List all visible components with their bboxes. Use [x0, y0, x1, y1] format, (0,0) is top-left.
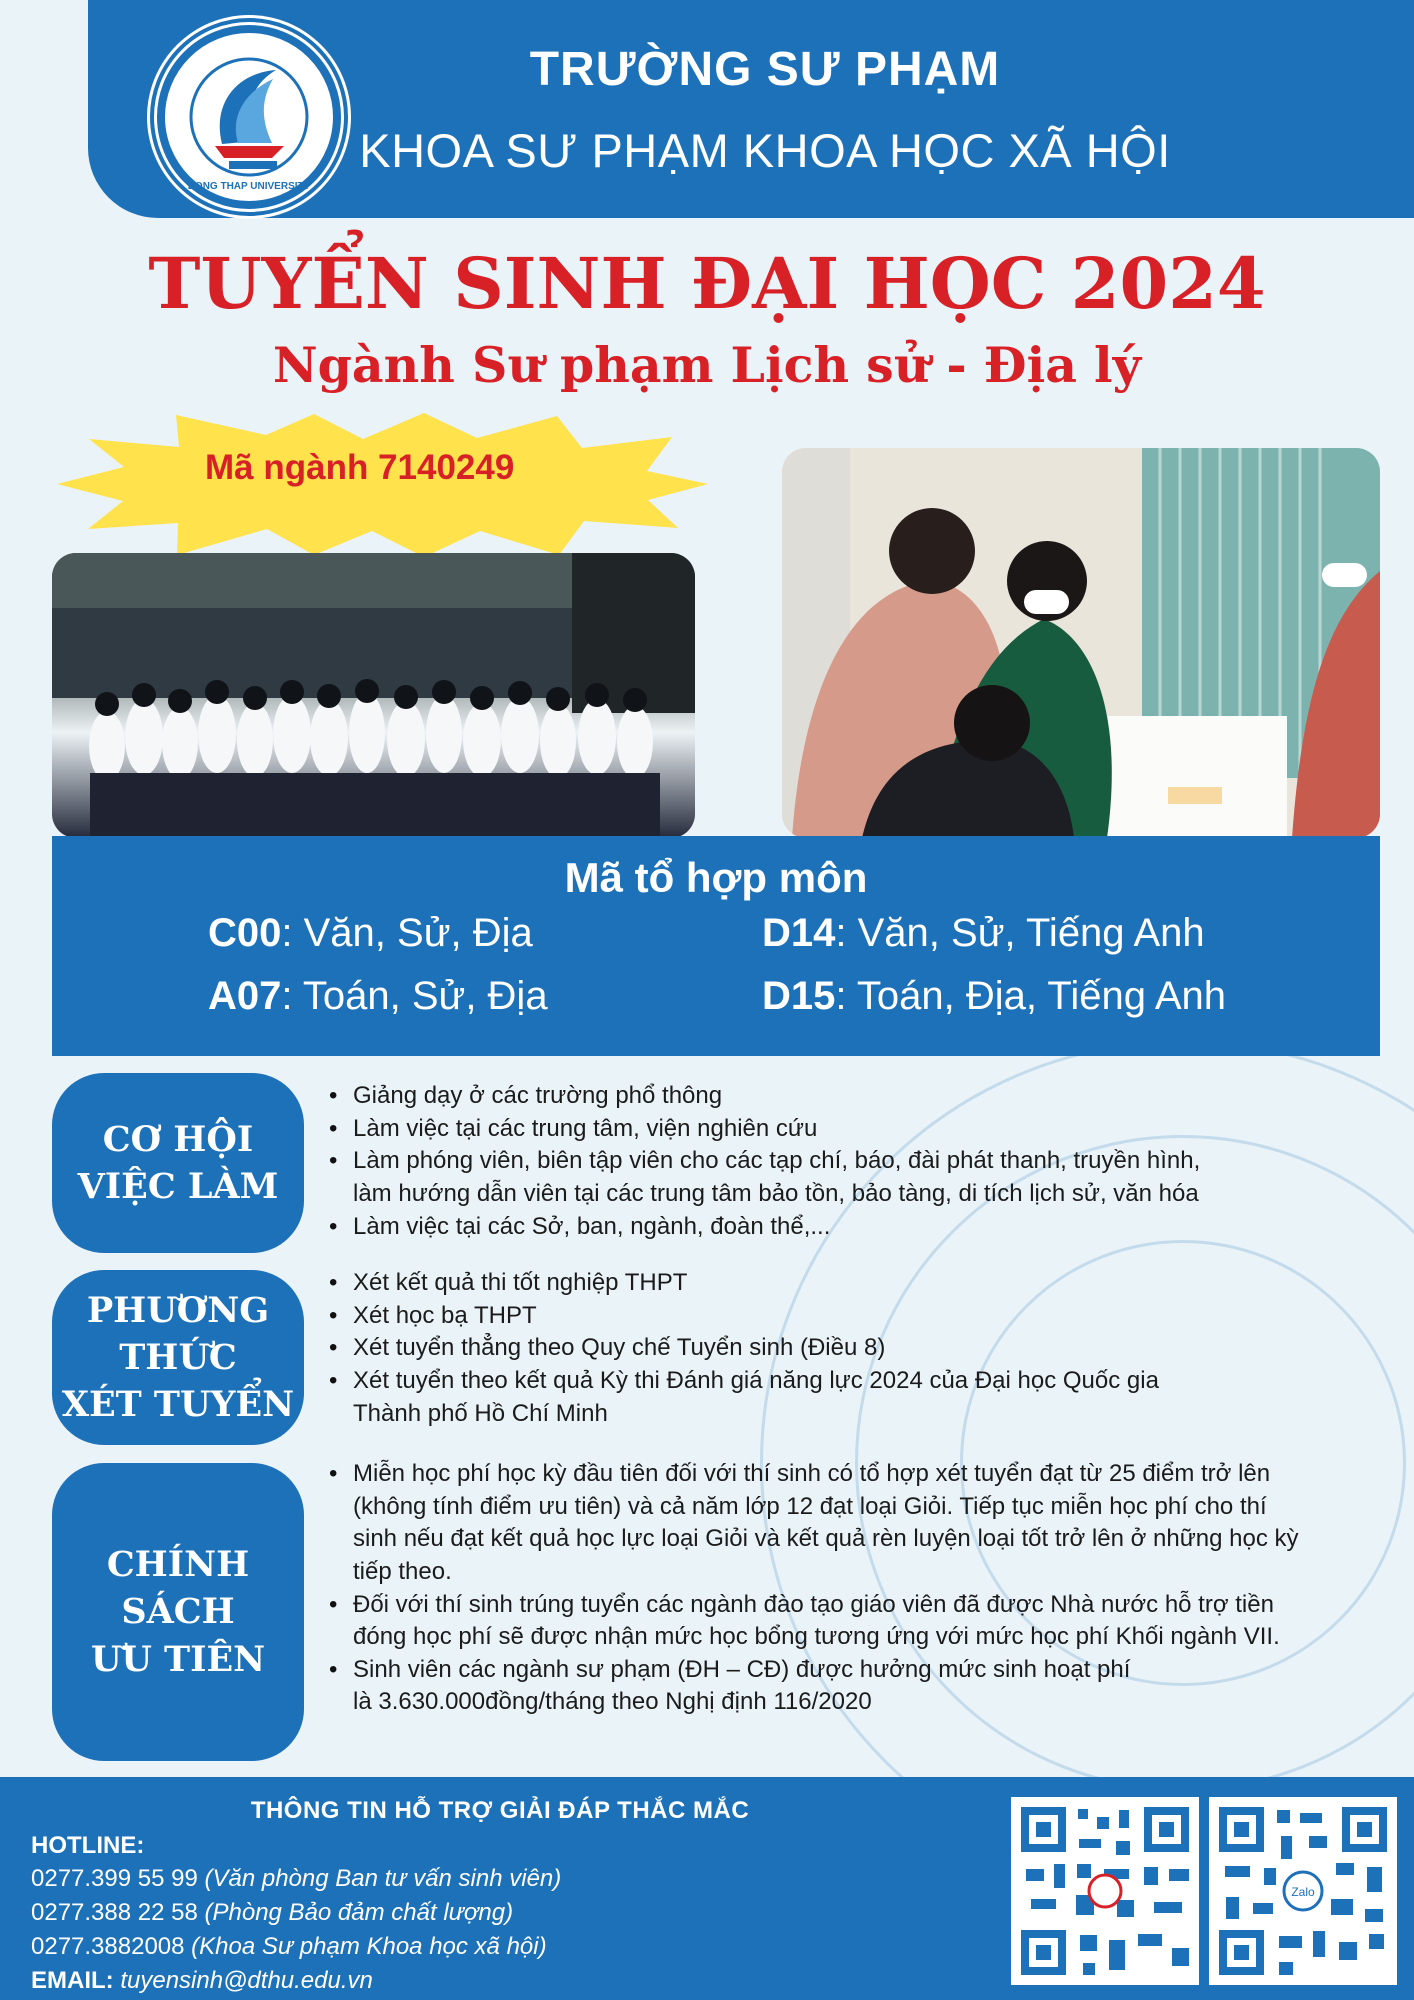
email-line — [31, 1967, 373, 1995]
list-item: • Giảng dạy ở các trường phổ thông — [325, 1080, 1365, 1113]
combo-subjects: : Toán, Địa, Tiếng Anh — [835, 974, 1227, 1018]
list-item: • Xét tuyển thẳng theo Quy chế Tuyển sinh (Điều 8) — [325, 1332, 1365, 1365]
hotline-label: HOTLINE: — [31, 1832, 145, 1859]
school-name: TRƯỜNG SƯ PHẠM — [529, 43, 1001, 96]
combo-subjects: : Văn, Sử, Tiếng Anh — [835, 911, 1205, 955]
list-item-line: tiếp theo. — [353, 1557, 452, 1585]
list-item: • Xét học bạ THPT — [325, 1300, 1365, 1333]
combo-subjects: : Văn, Sử, Địa — [281, 911, 533, 955]
list-item-line: Thành phố Hồ Chí Minh — [353, 1399, 608, 1427]
list-item: • Xét kết quả thi tốt nghiệp THPT — [325, 1267, 1365, 1300]
phone-note: (Văn phòng Ban tư vấn sinh viên) — [204, 1865, 562, 1892]
combo-subjects: : Toán, Sử, Địa — [281, 974, 548, 1018]
list-item-line: • Đối với thí sinh trúng tuyển các ngành đào tạo giáo viên đã được Nhà nước hỗ trợ tiền — [353, 1590, 1274, 1618]
svg-text:DONG THAP UNIVERSITY: DONG THAP UNIVERSITY — [187, 181, 311, 192]
combo-code: A07 — [208, 974, 282, 1018]
list-item-line: đóng học phí sẽ được nhận mức học bổng tương ứng với mức học phí Khối ngành VII. — [353, 1623, 1280, 1651]
svg-text:Zalo: Zalo — [1291, 1885, 1315, 1899]
list-item: • Làm việc tại các Sở, ban, ngành, đoàn thể,... — [325, 1211, 1365, 1244]
admission-method-label: PHƯƠNG THỨC XÉT TUYỂN — [52, 1270, 304, 1445]
zalo-qr-icon — [1209, 1797, 1397, 1985]
priority-policy-list — [325, 1458, 1373, 1719]
list-item-line: làm hướng dẫn viên tại các trung tâm bảo tồn, bảo tàng, di tích lịch sử, văn hóa — [353, 1179, 1199, 1207]
list-item: • Làm việc tại các trung tâm, viện nghiên cứu — [325, 1113, 1365, 1146]
phone-number: 0277.3882008 — [31, 1933, 185, 1960]
priority-policy-label: CHÍNH SÁCH ƯU TIÊN — [52, 1463, 304, 1761]
list-item-line: Xét tuyển theo kết quả Kỳ thi Đánh giá năng lực 2024 của Đại học Quốc gia — [353, 1366, 1159, 1394]
website-qr-code[interactable] — [1011, 1797, 1199, 1985]
subject-combination-panel — [52, 836, 1380, 1056]
email-address: tuyensinh@dthu.edu.vn — [120, 1967, 373, 1994]
combo-item — [208, 911, 533, 956]
contact-line — [31, 1865, 561, 1893]
major-code: Mã ngành 7140249 — [205, 448, 515, 487]
subject-combination-title: Mã tổ hợp môn — [564, 854, 868, 901]
support-title: THÔNG TIN HỖ TRỢ GIẢI ĐÁP THẮC MẮC — [250, 1797, 750, 1824]
combo-code: D15 — [762, 974, 836, 1018]
email-label: EMAIL: — [31, 1967, 114, 1994]
list-item-line: sinh nếu đạt kết quả học lực loại Giỏi và kết quả rèn luyện loại tốt trở lên ở những học kỳ — [353, 1525, 1299, 1553]
contact-line — [31, 1899, 513, 1927]
admission-method-list — [325, 1267, 1365, 1430]
list-item-line: • Miễn học phí học kỳ đầu tiên đối với thí sinh có tổ hợp xét tuyển đạt từ 25 điểm trở lên — [353, 1460, 1271, 1487]
phone-note: (Phòng Bảo đảm chất lượng) — [204, 1899, 514, 1926]
list-item — [325, 1145, 1365, 1210]
list-item-line: Làm phóng viên, biên tập viên cho các tạp chí, báo, đài phát thanh, truyền hình, — [353, 1147, 1201, 1175]
phone-number: 0277.399 55 99 — [31, 1865, 198, 1892]
combo-code: D14 — [762, 911, 836, 955]
qr-code-icon — [1011, 1797, 1199, 1985]
phone-number: 0277.388 22 58 — [31, 1899, 198, 1926]
combo-item — [762, 911, 1205, 956]
list-item — [325, 1654, 1373, 1719]
list-item — [325, 1589, 1373, 1654]
career-opportunities-label: CƠ HỘI VIỆC LÀM — [52, 1073, 304, 1253]
faculty-name: KHOA SƯ PHẠM KHOA HỌC XÃ HỘI — [359, 124, 1171, 177]
list-item-line: (không tính điểm ưu tiên) và cả năm lớp 12 đạt loại Giỏi. Tiếp tục miễn học phí cho thí — [353, 1492, 1267, 1520]
classroom-photo — [782, 448, 1380, 838]
list-item — [325, 1458, 1373, 1589]
contact-line — [31, 1933, 547, 1961]
contact-footer — [0, 1777, 1414, 2000]
zalo-qr-code[interactable] — [1209, 1797, 1397, 1985]
combo-item — [762, 974, 1226, 1019]
student-group-photo — [52, 553, 695, 838]
career-opportunities-list — [325, 1080, 1365, 1243]
major-title: Ngành Sư phạm Lịch sử - Địa lý — [272, 336, 1142, 394]
combo-code: C00 — [208, 911, 282, 955]
list-item — [325, 1365, 1365, 1430]
list-item-line: là 3.630.000đồng/tháng theo Nghị định 116/2020 — [353, 1688, 872, 1716]
combo-item — [208, 974, 548, 1019]
admission-title: TUYỂN SINH ĐẠI HỌC 2024 — [148, 242, 1266, 325]
phone-note: (Khoa Sư phạm Khoa học xã hội) — [191, 1933, 547, 1960]
list-item-line: • Sinh viên các ngành sư phạm (ĐH – CĐ) được hưởng mức sinh hoạt phí — [353, 1655, 1131, 1683]
